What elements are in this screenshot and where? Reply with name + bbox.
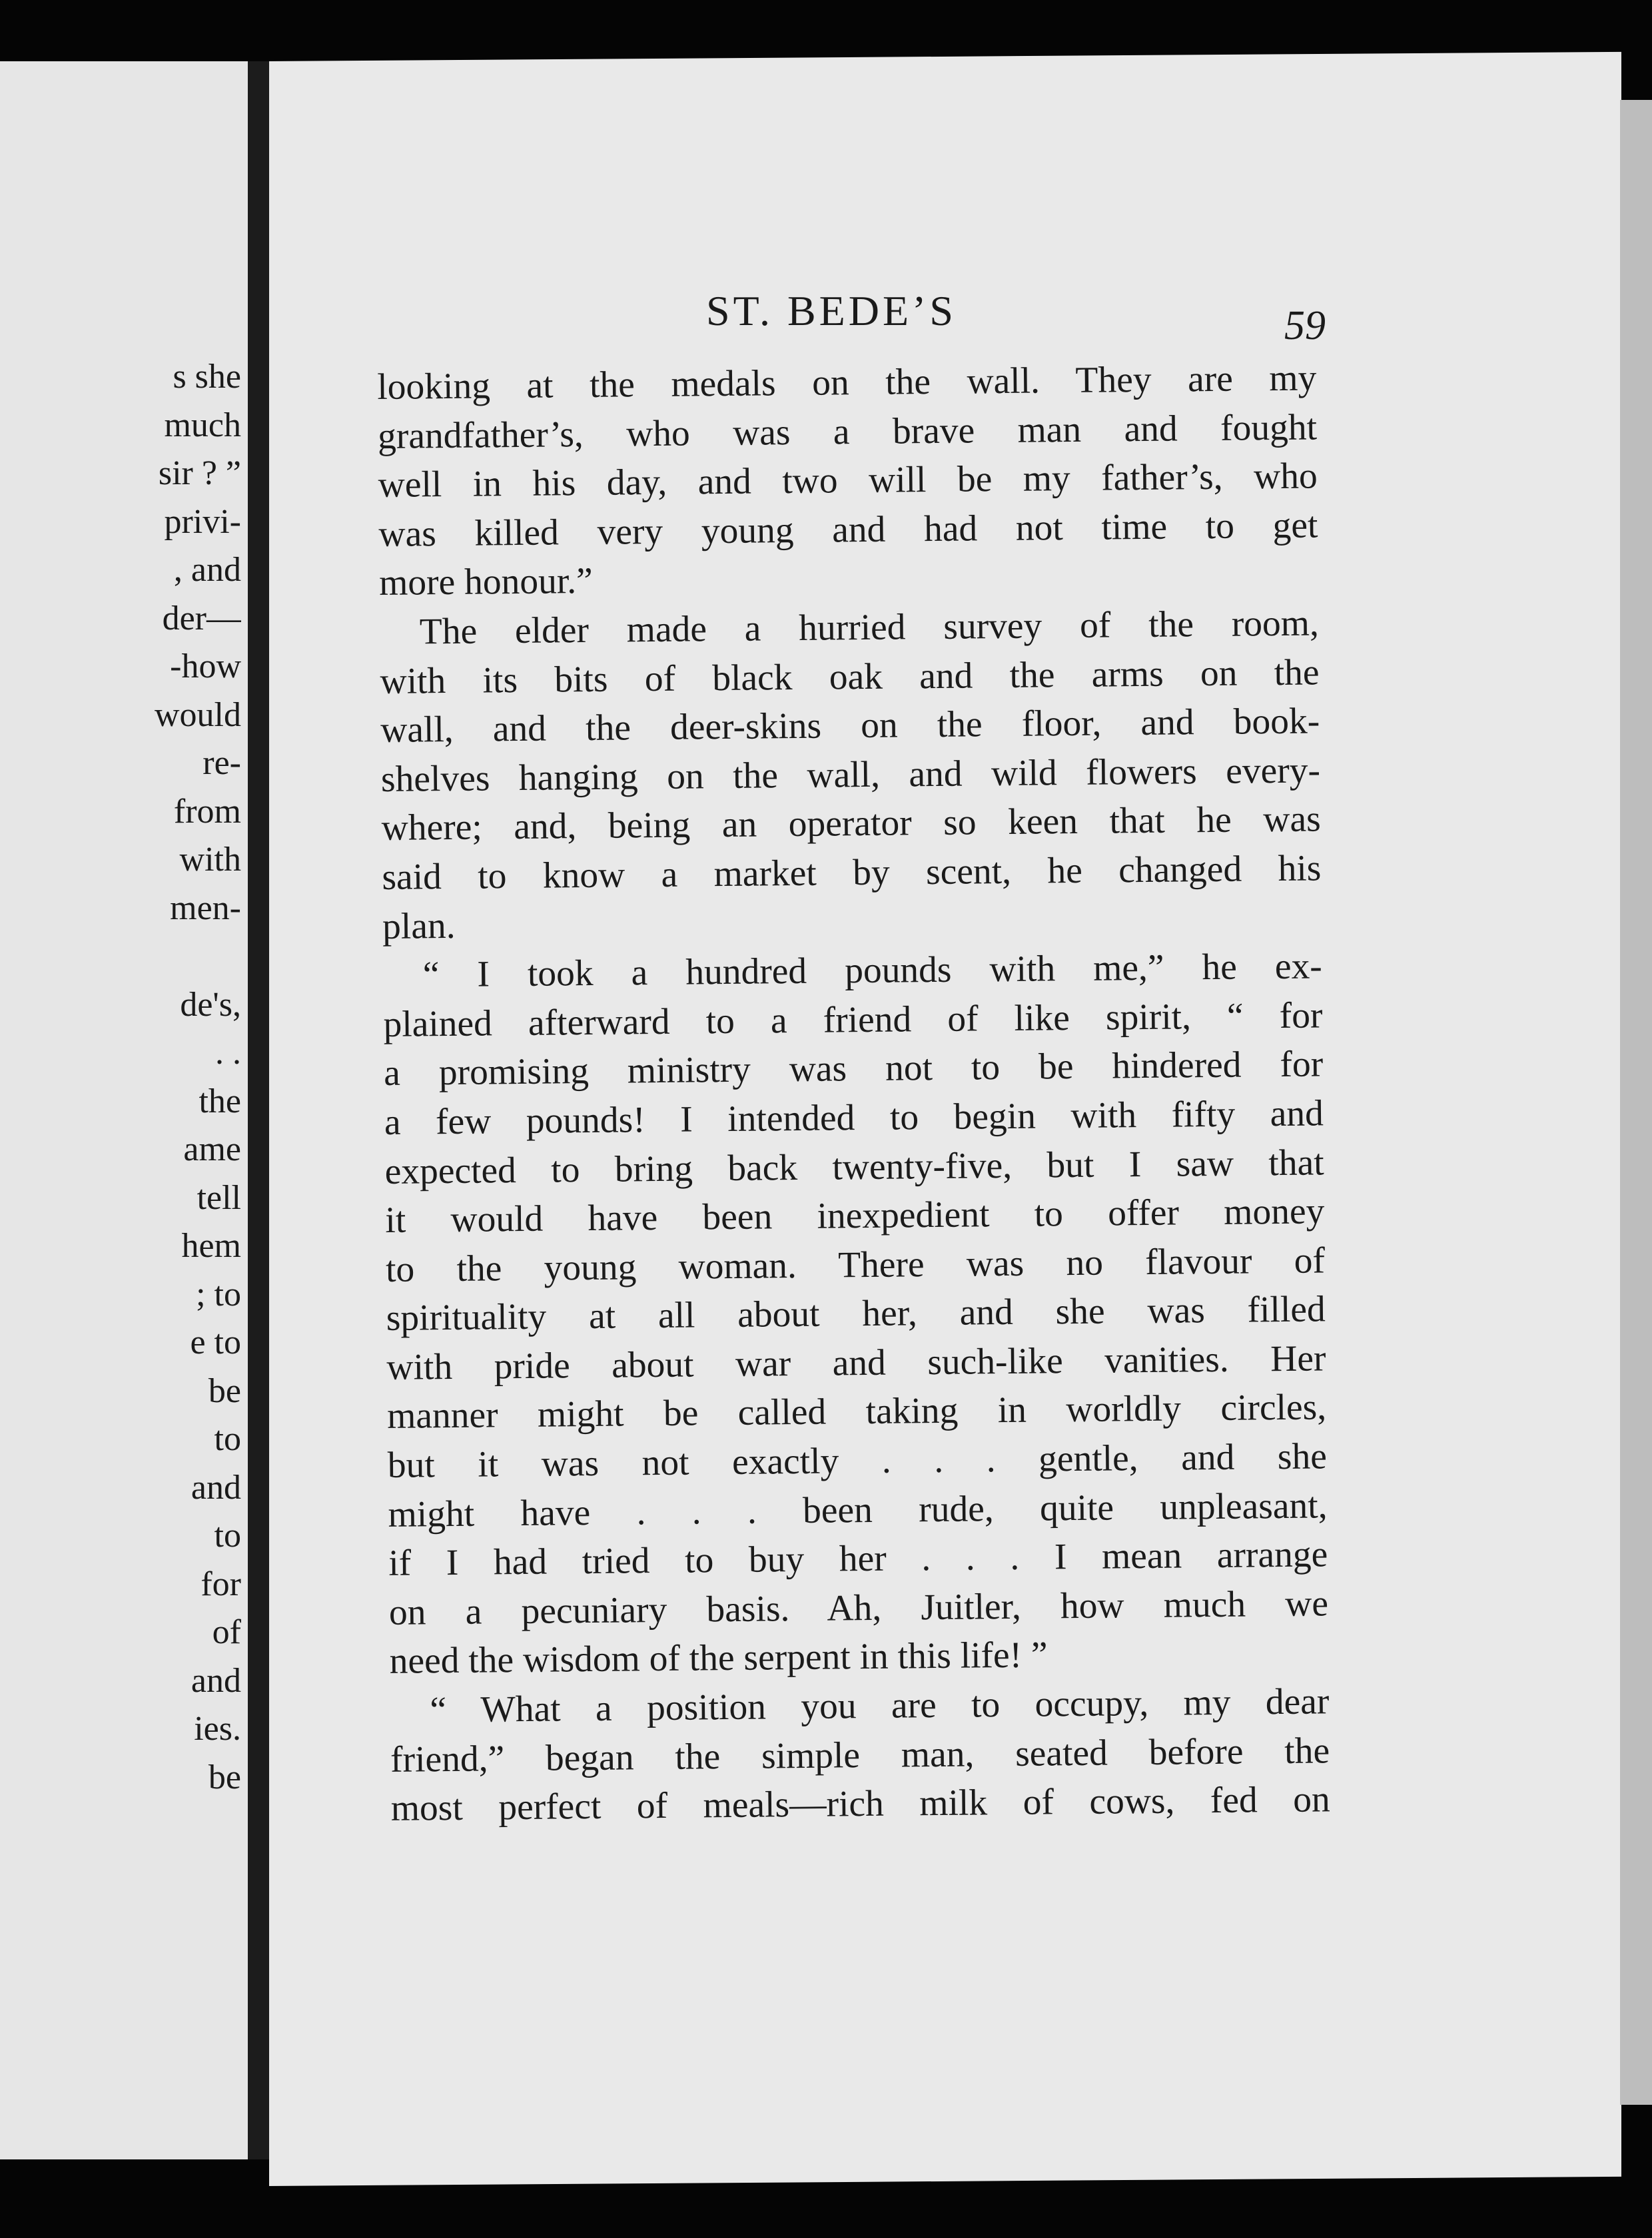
text-line: looking at the medals on the wall. They are my bbox=[377, 358, 1317, 408]
left-fragment: sir ? ” bbox=[158, 454, 241, 492]
left-page-text bbox=[0, 353, 241, 1802]
text-line: with its bits of black oak and the arms on the bbox=[380, 652, 1320, 702]
left-fragment: be bbox=[208, 1371, 241, 1410]
left-fragment: de's, bbox=[180, 985, 241, 1024]
text-line: might have . . . been rude, quite unpleasant, bbox=[388, 1485, 1328, 1535]
left-fragment: men- bbox=[170, 889, 241, 927]
left-fragment: much bbox=[164, 406, 241, 444]
left-fragment: be bbox=[208, 1758, 241, 1796]
left-fragment: privi- bbox=[164, 502, 241, 541]
left-fragment: . . bbox=[215, 1034, 241, 1072]
text-line: it would have been inexpedient to offer money bbox=[385, 1191, 1325, 1242]
left-fragment: and bbox=[191, 1468, 241, 1507]
text-line: manner might be called taking in worldly circles, bbox=[386, 1387, 1327, 1437]
text-line: a few pounds! I intended to begin with fifty and bbox=[384, 1093, 1324, 1143]
left-fragment: to bbox=[214, 1517, 241, 1555]
text-line: where; and, being an operator so keen that he was bbox=[381, 799, 1321, 849]
left-fragment bbox=[0, 932, 241, 981]
text-line: The elder made a hurried survey of the room, bbox=[419, 603, 1320, 653]
text-line: to the young woman. There was no flavour of bbox=[385, 1240, 1326, 1290]
page-number: 59 bbox=[1284, 303, 1326, 348]
text-line: most perfect of meals—rich milk of cows, fed on bbox=[390, 1779, 1331, 1830]
body-text bbox=[377, 354, 1330, 1833]
left-fragment: to bbox=[214, 1420, 241, 1458]
text-line: shelves hanging on the wall, and wild flowers every- bbox=[380, 750, 1321, 800]
book-spine bbox=[248, 61, 269, 2159]
left-fragment: would bbox=[155, 695, 241, 734]
left-fragment: , and bbox=[173, 551, 241, 589]
left-fragment: ame bbox=[183, 1130, 241, 1168]
left-fragment: from bbox=[173, 792, 241, 831]
left-fragment: ies. bbox=[194, 1710, 241, 1748]
text-line: but it was not exactly . . . gentle, and she bbox=[387, 1436, 1328, 1486]
left-fragment: re- bbox=[203, 744, 241, 782]
text-line: said to know a market by scent, he changed his bbox=[382, 848, 1322, 898]
running-head: ST. BEDE’S bbox=[706, 287, 957, 334]
text-line: more honour.” bbox=[378, 561, 594, 604]
text-line: expected to bring back twenty-five, but I saw that bbox=[384, 1142, 1324, 1192]
text-line: if I had tried to buy her . . . I mean arrange bbox=[388, 1534, 1328, 1585]
left-fragment: s she bbox=[173, 358, 241, 396]
left-fragment: der— bbox=[162, 599, 241, 637]
text-line: plan. bbox=[382, 905, 456, 947]
left-fragment: -how bbox=[170, 647, 241, 685]
text-line: plained afterward to a friend of like spirit, “ for bbox=[383, 995, 1323, 1045]
page-edge bbox=[1620, 100, 1652, 2105]
left-fragment: for bbox=[201, 1565, 241, 1603]
text-line: on a pecuniary basis. Ah, Juitler, how much we bbox=[388, 1583, 1329, 1633]
left-fragment: with bbox=[179, 841, 241, 879]
left-fragment: ; to bbox=[196, 1275, 241, 1313]
text-line: wall, and the deer-skins on the floor, and book- bbox=[380, 701, 1320, 751]
text-line: well in his day, and two will be my father’s, who bbox=[378, 456, 1318, 506]
page-header bbox=[386, 274, 1332, 354]
left-fragment: the bbox=[199, 1082, 241, 1120]
text-line: “ I took a hundred pounds with me,” he ex- bbox=[422, 946, 1323, 996]
text-line: friend,” began the simple man, seated before the bbox=[390, 1730, 1330, 1780]
left-fragment: tell bbox=[197, 1178, 241, 1217]
left-fragment: of bbox=[212, 1613, 241, 1651]
left-fragment: and bbox=[191, 1661, 241, 1700]
left-fragment: hem bbox=[181, 1227, 241, 1265]
text-line: with pride about war and such-like vanities. Her bbox=[386, 1338, 1326, 1388]
text-line: “ What a position you are to occupy, my dear bbox=[430, 1681, 1330, 1731]
text-line: need the wisdom of the serpent in this life! ” bbox=[389, 1635, 1048, 1682]
text-line: a promising ministry was not to be hindered for bbox=[383, 1044, 1324, 1094]
text-line: grandfather’s, who was a brave man and fought bbox=[377, 407, 1318, 457]
left-fragment: e to bbox=[190, 1323, 241, 1361]
text-line: spirituality at all about her, and she was filled bbox=[386, 1289, 1326, 1339]
text-line: was killed very young and had not time to get bbox=[378, 505, 1318, 555]
